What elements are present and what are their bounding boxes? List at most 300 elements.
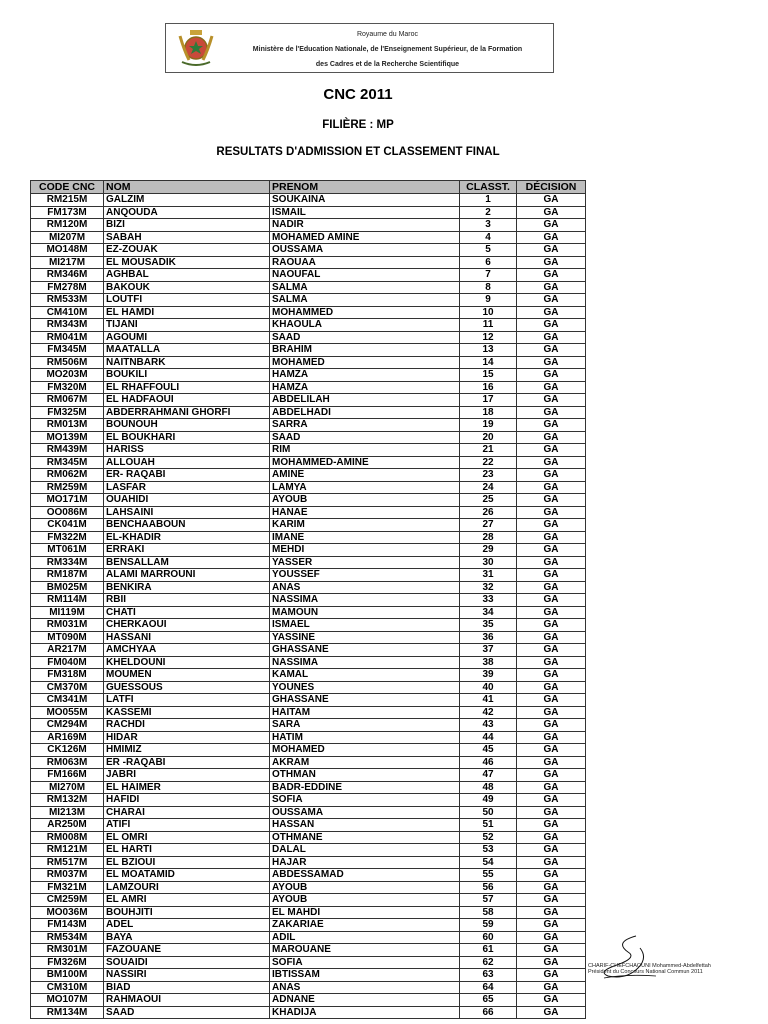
cell-code: CK126M (31, 744, 104, 757)
cell-decision: GA (517, 506, 586, 519)
table-row (31, 619, 586, 632)
cell-prenom: AKRAM (270, 756, 460, 769)
table-row (31, 544, 586, 557)
cell-prenom: SAAD (270, 431, 460, 444)
cell-code: AR217M (31, 644, 104, 657)
cell-decision: GA (517, 794, 586, 807)
table-row (31, 219, 586, 232)
cell-nom: EL BOUKHARI (104, 431, 270, 444)
cell-code: MI213M (31, 806, 104, 819)
table-row (31, 681, 586, 694)
cell-decision: GA (517, 944, 586, 957)
cell-prenom: ANAS (270, 581, 460, 594)
cell-classement: 19 (460, 419, 517, 432)
cell-nom: BAYA (104, 931, 270, 944)
table-row (31, 644, 586, 657)
cell-decision: GA (517, 569, 586, 582)
cell-code: FM321M (31, 881, 104, 894)
cell-code: MO139M (31, 431, 104, 444)
cell-decision: GA (517, 394, 586, 407)
cell-classement: 5 (460, 244, 517, 257)
cell-classement: 1 (460, 194, 517, 207)
cell-prenom: ISMAEL (270, 619, 460, 632)
cell-nom: EL-KHADIR (104, 531, 270, 544)
cell-classement: 17 (460, 394, 517, 407)
cell-decision: GA (517, 706, 586, 719)
cell-prenom: KAMAL (270, 669, 460, 682)
cell-decision: GA (517, 831, 586, 844)
table-row (31, 269, 586, 282)
cell-prenom: NAOUFAL (270, 269, 460, 282)
cell-decision: GA (517, 694, 586, 707)
cell-decision: GA (517, 219, 586, 232)
cell-classement: 13 (460, 344, 517, 357)
column-header-nom: NOM (104, 181, 270, 194)
cell-nom: ADEL (104, 919, 270, 932)
cell-code: CM370M (31, 681, 104, 694)
cell-prenom: MAMOUN (270, 606, 460, 619)
cell-code: RM037M (31, 869, 104, 882)
table-row (31, 456, 586, 469)
cell-nom: BIAD (104, 981, 270, 994)
cell-classement: 26 (460, 506, 517, 519)
cell-classement: 46 (460, 756, 517, 769)
cell-nom: EL HAMDI (104, 306, 270, 319)
table-row (31, 781, 586, 794)
cell-code: RM114M (31, 594, 104, 607)
cell-nom: OUAHIDI (104, 494, 270, 507)
cell-prenom: AYOUB (270, 494, 460, 507)
table-row (31, 381, 586, 394)
cell-code: CM259M (31, 894, 104, 907)
cell-nom: SABAH (104, 231, 270, 244)
cell-classement: 66 (460, 1006, 517, 1019)
cell-classement: 35 (460, 619, 517, 632)
cell-classement: 9 (460, 294, 517, 307)
cell-classement: 6 (460, 256, 517, 269)
cell-nom: ER- RAQABI (104, 469, 270, 482)
cell-classement: 45 (460, 744, 517, 757)
cell-code: RM187M (31, 569, 104, 582)
cell-decision: GA (517, 819, 586, 832)
cell-classement: 51 (460, 819, 517, 832)
cell-code: CM410M (31, 306, 104, 319)
filiere-label: FILIÈRE : MP (322, 119, 394, 131)
cell-decision: GA (517, 906, 586, 919)
cell-prenom: SAAD (270, 331, 460, 344)
cell-prenom: SOFIA (270, 794, 460, 807)
cell-nom: ABDERRAHMANI GHORFI (104, 406, 270, 419)
table-row (31, 906, 586, 919)
cell-prenom: MOHAMMED-AMINE (270, 456, 460, 469)
cell-classement: 63 (460, 969, 517, 982)
cell-prenom: SOUKAINA (270, 194, 460, 207)
cell-classement: 48 (460, 781, 517, 794)
cell-classement: 27 (460, 519, 517, 532)
cell-nom: RBII (104, 594, 270, 607)
table-row (31, 281, 586, 294)
cell-nom: AGHBAL (104, 269, 270, 282)
cell-decision: GA (517, 456, 586, 469)
cell-nom: NAITNBARK (104, 356, 270, 369)
table-row (31, 756, 586, 769)
table-row (31, 556, 586, 569)
cell-decision: GA (517, 656, 586, 669)
cell-nom: EL MOATAMID (104, 869, 270, 882)
cell-prenom: ADNANE (270, 994, 460, 1007)
column-header-code: CODE CNC (31, 181, 104, 194)
results-table-body (31, 194, 586, 1019)
cell-prenom: SALMA (270, 294, 460, 307)
cell-decision: GA (517, 631, 586, 644)
cell-prenom: HANAE (270, 506, 460, 519)
cell-decision: GA (517, 531, 586, 544)
cell-decision: GA (517, 519, 586, 532)
cell-prenom: SARA (270, 719, 460, 732)
table-row (31, 419, 586, 432)
cell-prenom: KARIM (270, 519, 460, 532)
cell-prenom: ABDELHADI (270, 406, 460, 419)
cell-decision: GA (517, 406, 586, 419)
table-row (31, 206, 586, 219)
header-line-2: Ministère de l'Education Nationale, de l'Enseignement Supérieur, de la Formation (252, 46, 523, 53)
cell-code: MI207M (31, 231, 104, 244)
cell-prenom: NADIR (270, 219, 460, 232)
cell-classement: 23 (460, 469, 517, 482)
cell-code: MO107M (31, 994, 104, 1007)
cell-classement: 33 (460, 594, 517, 607)
table-row (31, 244, 586, 257)
cell-nom: HMIMIZ (104, 744, 270, 757)
cell-nom: EL HADFAOUI (104, 394, 270, 407)
cell-classement: 47 (460, 769, 517, 782)
cell-code: FM345M (31, 344, 104, 357)
cell-code: MO171M (31, 494, 104, 507)
results-table (30, 180, 586, 1019)
cell-classement: 2 (460, 206, 517, 219)
cell-code: FM143M (31, 919, 104, 932)
table-header-row (31, 181, 586, 194)
cell-nom: SOUAIDI (104, 956, 270, 969)
cell-code: MO203M (31, 369, 104, 382)
results-subtitle: RESULTATS D'ADMISSION ET CLASSEMENT FINAL (216, 146, 500, 158)
cell-prenom: AYOUB (270, 881, 460, 894)
cell-code: RM343M (31, 319, 104, 332)
table-row (31, 319, 586, 332)
cell-decision: GA (517, 756, 586, 769)
cell-decision: GA (517, 919, 586, 932)
cell-decision: GA (517, 281, 586, 294)
cell-nom: ERRAKI (104, 544, 270, 557)
cell-nom: CHATI (104, 606, 270, 619)
cell-decision: GA (517, 556, 586, 569)
cell-prenom: MOHAMED (270, 356, 460, 369)
cell-code: MI217M (31, 256, 104, 269)
cell-prenom: ABDESSAMAD (270, 869, 460, 882)
cell-classement: 10 (460, 306, 517, 319)
table-row (31, 431, 586, 444)
cell-prenom: OUSSAMA (270, 806, 460, 819)
table-row (31, 669, 586, 682)
cell-nom: BOUKILI (104, 369, 270, 382)
cell-code: FM320M (31, 381, 104, 394)
cell-nom: KASSEMI (104, 706, 270, 719)
table-row (31, 331, 586, 344)
table-row (31, 831, 586, 844)
cell-code: RM259M (31, 481, 104, 494)
table-row (31, 994, 586, 1007)
cell-prenom: GHASSANE (270, 694, 460, 707)
cell-code: MO055M (31, 706, 104, 719)
cell-decision: GA (517, 356, 586, 369)
cell-code: RM346M (31, 269, 104, 282)
cell-prenom: YASSER (270, 556, 460, 569)
cell-classement: 25 (460, 494, 517, 507)
cell-prenom: HASSAN (270, 819, 460, 832)
cell-code: FM166M (31, 769, 104, 782)
cell-code: FM173M (31, 206, 104, 219)
cell-nom: ANQOUDA (104, 206, 270, 219)
cell-prenom: EL MAHDI (270, 906, 460, 919)
cell-code: MO148M (31, 244, 104, 257)
cell-nom: HIDAR (104, 731, 270, 744)
cell-code: CK041M (31, 519, 104, 532)
cell-nom: RACHDI (104, 719, 270, 732)
cell-code: RM506M (31, 356, 104, 369)
cell-classement: 55 (460, 869, 517, 882)
cell-decision: GA (517, 994, 586, 1007)
cell-prenom: IMANE (270, 531, 460, 544)
cell-code: RM132M (31, 794, 104, 807)
cell-code: RM534M (31, 931, 104, 944)
cell-decision: GA (517, 331, 586, 344)
table-row (31, 531, 586, 544)
table-row (31, 256, 586, 269)
cell-prenom: MOHAMED AMINE (270, 231, 460, 244)
cell-decision: GA (517, 931, 586, 944)
cell-decision: GA (517, 444, 586, 457)
cell-code: CM341M (31, 694, 104, 707)
table-row (31, 494, 586, 507)
cell-nom: RAHMAOUI (104, 994, 270, 1007)
cell-decision: GA (517, 731, 586, 744)
cell-decision: GA (517, 494, 586, 507)
table-row (31, 844, 586, 857)
cell-nom: CHERKAOUI (104, 619, 270, 632)
cell-code: RM063M (31, 756, 104, 769)
cell-nom: ALAMI MARROUNI (104, 569, 270, 582)
cell-prenom: DALAL (270, 844, 460, 857)
cell-nom: ER -RAQABI (104, 756, 270, 769)
cell-prenom: HAJAR (270, 856, 460, 869)
table-row (31, 744, 586, 757)
table-row (31, 894, 586, 907)
cell-nom: NASSIRI (104, 969, 270, 982)
table-row (31, 631, 586, 644)
cell-code: RM134M (31, 1006, 104, 1019)
cell-code: FM278M (31, 281, 104, 294)
cell-decision: GA (517, 294, 586, 307)
cell-code: BM025M (31, 581, 104, 594)
cell-prenom: AMINE (270, 469, 460, 482)
cell-nom: BENSALLAM (104, 556, 270, 569)
cell-decision: GA (517, 481, 586, 494)
cell-nom: BENCHAABOUN (104, 519, 270, 532)
column-header-prenom: PRENOM (270, 181, 460, 194)
cell-nom: EL HAIMER (104, 781, 270, 794)
cell-code: MO036M (31, 906, 104, 919)
cell-code: RM215M (31, 194, 104, 207)
cell-classement: 14 (460, 356, 517, 369)
table-row (31, 394, 586, 407)
cell-classement: 36 (460, 631, 517, 644)
cell-classement: 16 (460, 381, 517, 394)
cell-prenom: NASSIMA (270, 594, 460, 607)
table-row (31, 581, 586, 594)
table-row (31, 856, 586, 869)
cell-nom: HARISS (104, 444, 270, 457)
cell-nom: EL HARTI (104, 844, 270, 857)
cell-prenom: ISMAIL (270, 206, 460, 219)
cell-prenom: SARRA (270, 419, 460, 432)
cell-code: FM040M (31, 656, 104, 669)
cell-classement: 43 (460, 719, 517, 732)
cell-classement: 34 (460, 606, 517, 619)
cell-prenom: GHASSANE (270, 644, 460, 657)
cell-decision: GA (517, 381, 586, 394)
cell-classement: 37 (460, 644, 517, 657)
cell-prenom: BRAHIM (270, 344, 460, 357)
cell-decision: GA (517, 306, 586, 319)
cell-nom: LATFI (104, 694, 270, 707)
table-row (31, 881, 586, 894)
cell-classement: 64 (460, 981, 517, 994)
cell-decision: GA (517, 956, 586, 969)
cell-classement: 29 (460, 544, 517, 557)
cell-nom: BENKIRA (104, 581, 270, 594)
cell-prenom: MAROUANE (270, 944, 460, 957)
cell-classement: 3 (460, 219, 517, 232)
cell-decision: GA (517, 644, 586, 657)
cell-nom: EL AMRI (104, 894, 270, 907)
cell-prenom: HATIM (270, 731, 460, 744)
cell-decision: GA (517, 769, 586, 782)
table-row (31, 931, 586, 944)
cell-classement: 40 (460, 681, 517, 694)
cell-decision: GA (517, 419, 586, 432)
cell-nom: BIZI (104, 219, 270, 232)
cell-prenom: YOUNES (270, 681, 460, 694)
cell-nom: GUESSOUS (104, 681, 270, 694)
cell-prenom: BADR-EDDINE (270, 781, 460, 794)
cell-prenom: OTHMAN (270, 769, 460, 782)
table-row (31, 231, 586, 244)
cell-prenom: KHADIJA (270, 1006, 460, 1019)
cell-prenom: OUSSAMA (270, 244, 460, 257)
ministry-header (165, 23, 554, 73)
table-row (31, 606, 586, 619)
cell-classement: 18 (460, 406, 517, 419)
header-line-1: Royaume du Maroc (356, 31, 419, 38)
table-row (31, 731, 586, 744)
cell-classement: 49 (460, 794, 517, 807)
signatory-role: Président du Concours National Commun 2011 (588, 969, 703, 975)
cell-nom: SAAD (104, 1006, 270, 1019)
table-row (31, 819, 586, 832)
cell-code: RM334M (31, 556, 104, 569)
cell-prenom: IBTISSAM (270, 969, 460, 982)
cell-classement: 53 (460, 844, 517, 857)
table-row (31, 569, 586, 582)
cell-nom: ALLOUAH (104, 456, 270, 469)
cell-prenom: YASSINE (270, 631, 460, 644)
table-row (31, 1006, 586, 1019)
cell-classement: 8 (460, 281, 517, 294)
cell-decision: GA (517, 981, 586, 994)
cell-nom: MAATALLA (104, 344, 270, 357)
cell-nom: GALZIM (104, 194, 270, 207)
coat-of-arms-icon (172, 28, 220, 68)
signatory-name: CHARIF-CHEFCHAOUNI Mohammed-Abdelfettah (588, 963, 711, 969)
cell-prenom: HAITAM (270, 706, 460, 719)
cell-decision: GA (517, 244, 586, 257)
cell-classement: 11 (460, 319, 517, 332)
table-row (31, 956, 586, 969)
cell-code: RM121M (31, 844, 104, 857)
cell-prenom: AYOUB (270, 894, 460, 907)
cell-prenom: HAMZA (270, 381, 460, 394)
cell-nom: HAFIDI (104, 794, 270, 807)
cell-prenom: ABDELILAH (270, 394, 460, 407)
cell-decision: GA (517, 681, 586, 694)
cell-code: FM326M (31, 956, 104, 969)
cell-classement: 50 (460, 806, 517, 819)
cell-code: AR169M (31, 731, 104, 744)
cell-code: FM322M (31, 531, 104, 544)
cell-classement: 42 (460, 706, 517, 719)
cell-code: RM345M (31, 456, 104, 469)
signature-caption (588, 963, 711, 975)
cell-code: RM533M (31, 294, 104, 307)
cell-prenom: RIM (270, 444, 460, 457)
cell-prenom: SALMA (270, 281, 460, 294)
table-row (31, 306, 586, 319)
cell-code: MI119M (31, 606, 104, 619)
cell-prenom: OTHMANE (270, 831, 460, 844)
cell-decision: GA (517, 544, 586, 557)
cell-code: MT061M (31, 544, 104, 557)
cell-classement: 54 (460, 856, 517, 869)
cell-prenom: MEHDI (270, 544, 460, 557)
cell-prenom: KHAOULA (270, 319, 460, 332)
table-row (31, 981, 586, 994)
cell-nom: AGOUMI (104, 331, 270, 344)
table-row (31, 344, 586, 357)
cell-nom: LOUTFI (104, 294, 270, 307)
cell-decision: GA (517, 256, 586, 269)
cell-classement: 21 (460, 444, 517, 457)
table-row (31, 656, 586, 669)
cell-decision: GA (517, 894, 586, 907)
cell-nom: BOUHJITI (104, 906, 270, 919)
cell-nom: HASSANI (104, 631, 270, 644)
cell-nom: BOUNOUH (104, 419, 270, 432)
cell-classement: 22 (460, 456, 517, 469)
cell-prenom: RAOUAA (270, 256, 460, 269)
cell-decision: GA (517, 806, 586, 819)
cell-nom: LASFAR (104, 481, 270, 494)
cell-prenom: SOFIA (270, 956, 460, 969)
